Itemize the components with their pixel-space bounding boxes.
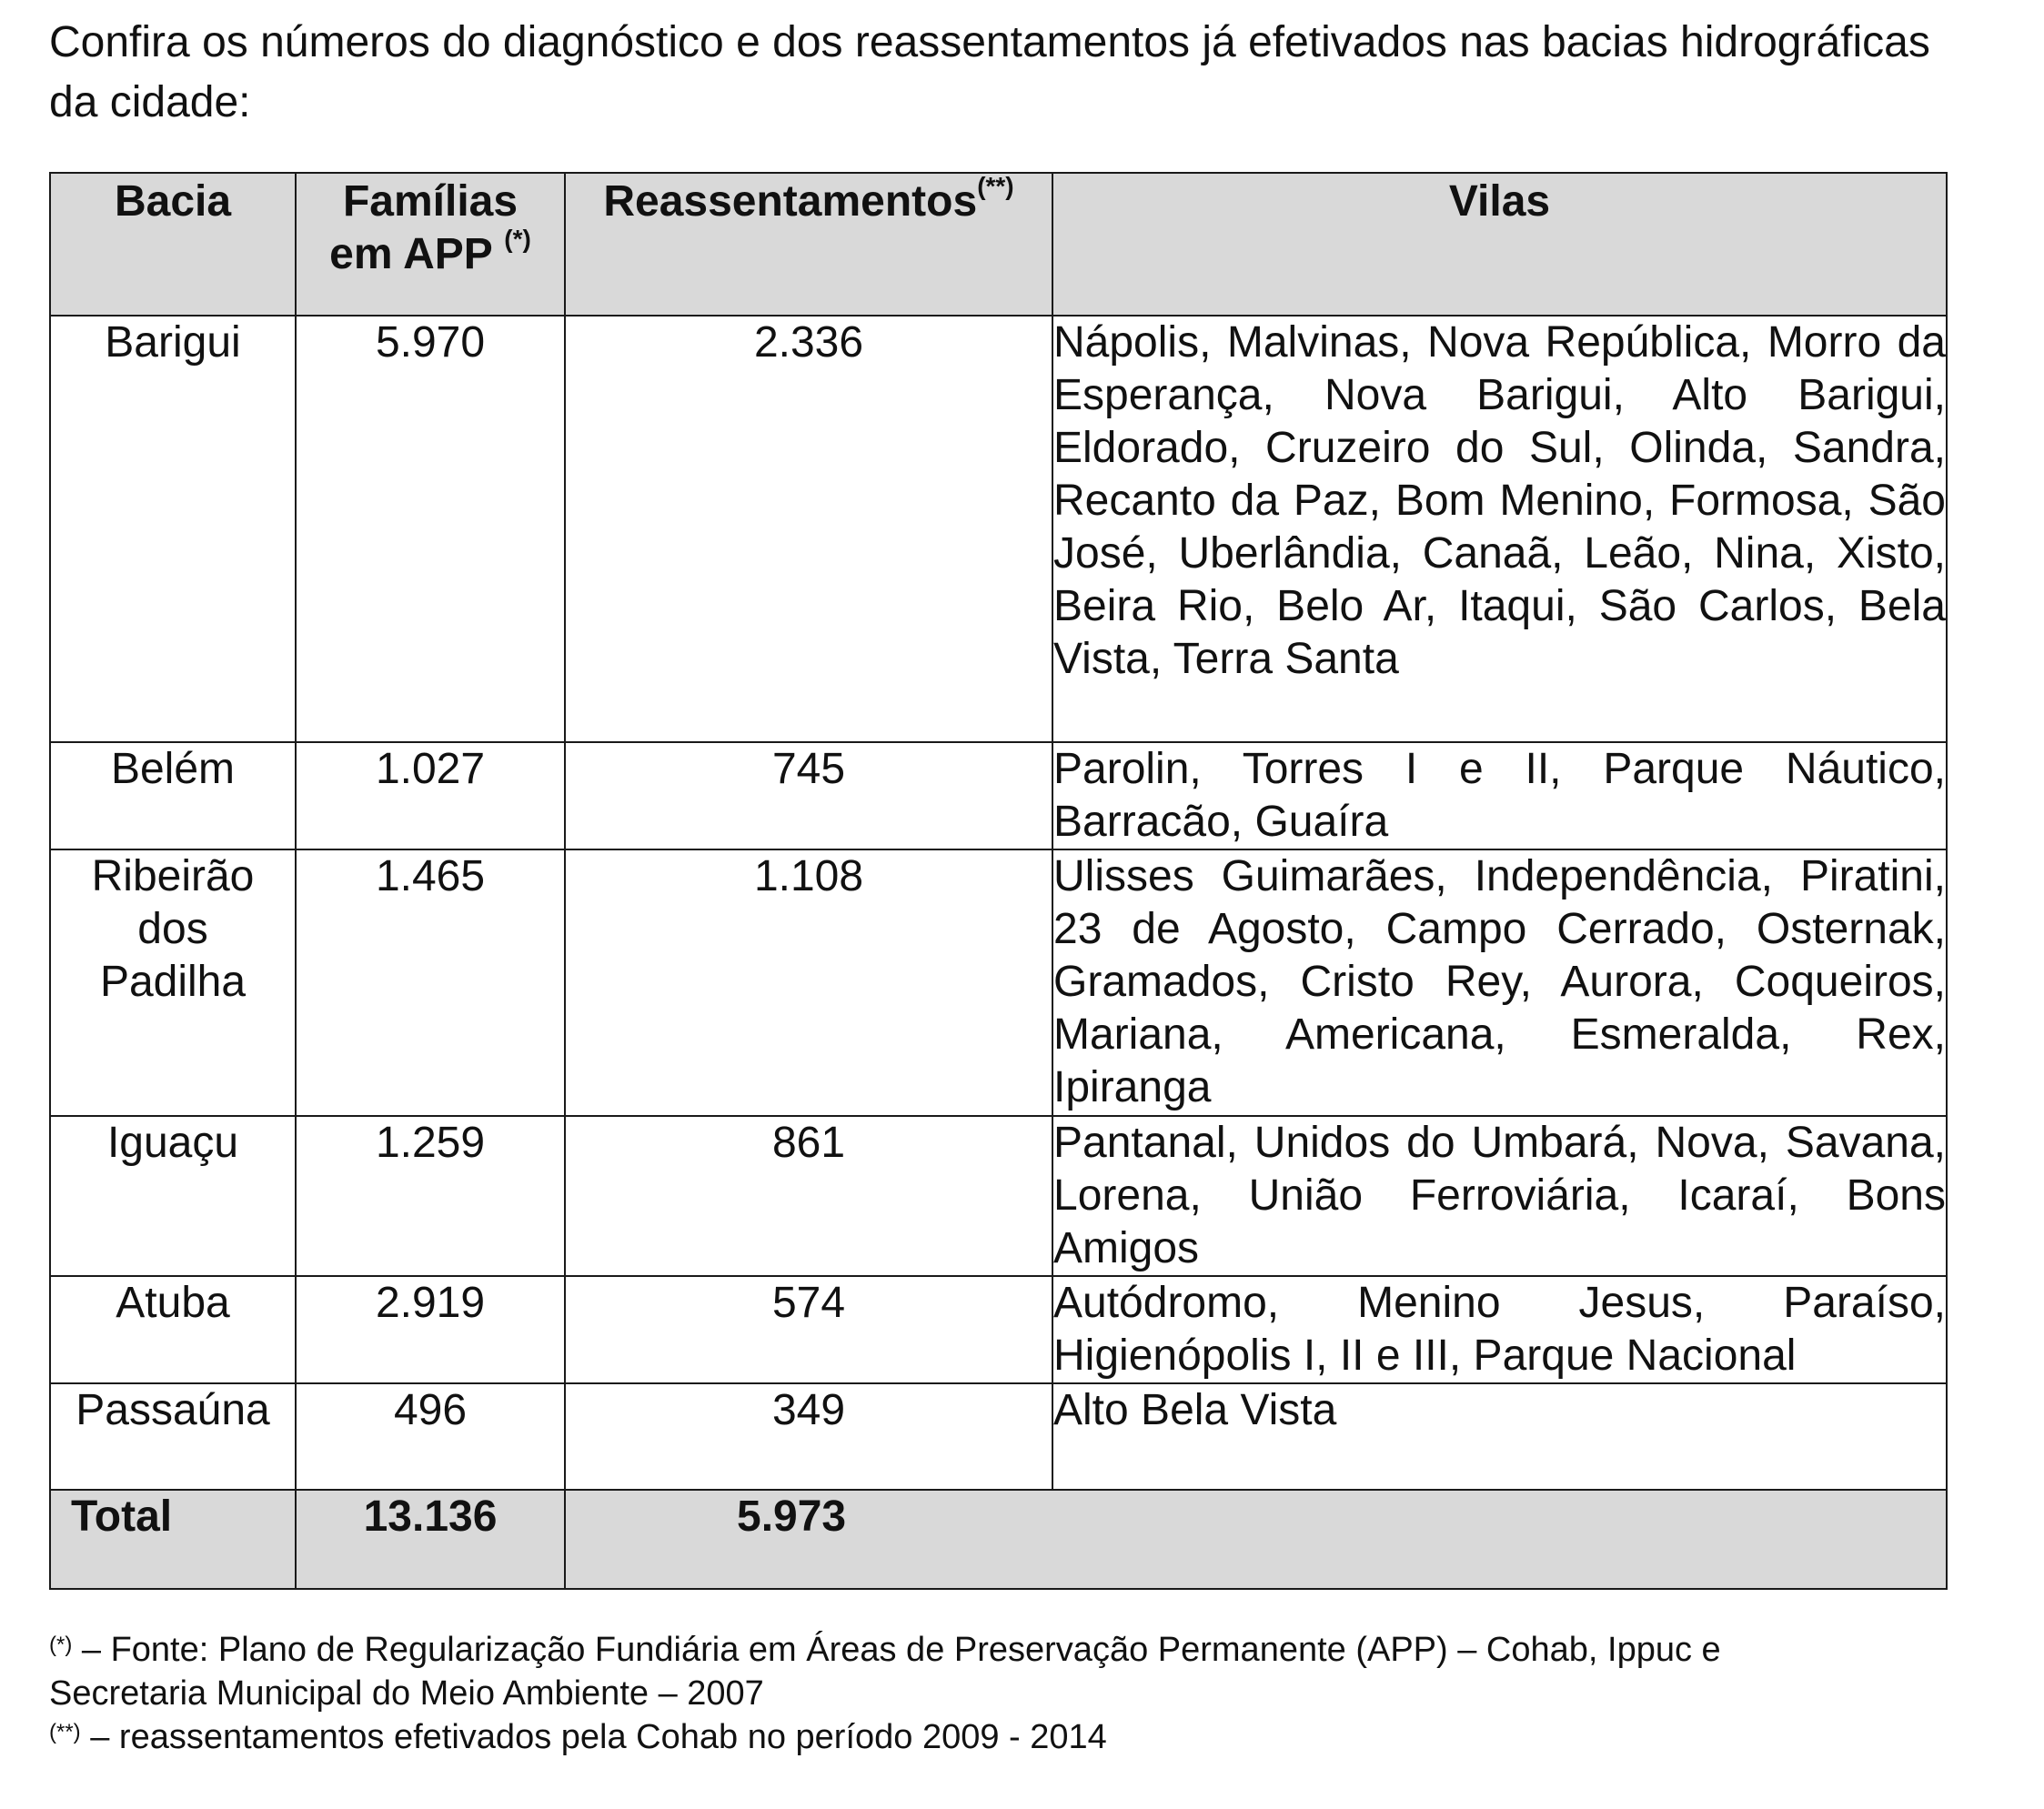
cell-bacia-line2: dos: [137, 905, 208, 953]
cell-bacia-line1: Ribeirão: [91, 852, 255, 900]
cell-familias: 5.970: [296, 316, 565, 742]
cell-vilas: Autódromo, Menino Jesus, Paraíso, Higienópolis I, II e III, Parque Nacional: [1052, 1276, 1947, 1383]
header-bacia-label: Bacia: [114, 177, 232, 226]
cell-reassentamentos: 861: [565, 1116, 1052, 1276]
cell-vilas: Pantanal, Unidos do Umbará, Nova, Savana, Lorena, União Ferroviária, Icaraí, Bons Amigos: [1052, 1116, 1947, 1276]
footnote-mark-familias: (*): [504, 225, 531, 253]
bacias-table: [49, 172, 1948, 1590]
table-row: [50, 1116, 1947, 1276]
header-familias-line1: Famílias: [342, 177, 519, 226]
cell-familias: 496: [296, 1383, 565, 1490]
header-vilas-label: Vilas: [1448, 177, 1551, 226]
cell-bacia: Belém: [50, 742, 296, 849]
header-familias-line2: em APP: [329, 230, 492, 278]
intro-text: Confira os números do diagnóstico e dos reassentamentos já efetivados nas bacias hidrográficas da cidade:: [49, 18, 1930, 126]
cell-reassentamentos: 349: [565, 1383, 1052, 1490]
table-row: [50, 742, 1947, 849]
cell-familias: 1.259: [296, 1116, 565, 1276]
footnote-1-mark: (*): [49, 1633, 73, 1657]
cell-familias: 1.027: [296, 742, 565, 849]
footnote-2-mark: (**): [49, 1720, 81, 1744]
total-reassentamentos: 5.973: [565, 1490, 1947, 1589]
cell-vilas: Nápolis, Malvinas, Nova República, Morro da Esperança, Nova Barigui, Alto Barigui, Eldorado, Cruzeiro do Sul, Olinda, Sandra, Recanto da Paz, Bom Menino, Formosa, São José, Uberlândia, Canaã, Leão, Nina, Xisto, Beira Rio, Belo Ar, Itaqui, São Carlos, Bela Vista, Terra Santa: [1052, 316, 1947, 742]
footnote-1-cont: Secretaria Municipal do Meio Ambiente – 2007: [49, 1674, 764, 1713]
header-bacia: [50, 173, 296, 316]
total-label: Total: [50, 1490, 296, 1589]
table-row: [50, 316, 1947, 742]
footnote-mark-reassentamentos: (**): [977, 172, 1014, 200]
cell-bacia-line3: Padilha: [99, 958, 247, 1006]
cell-vilas: Alto Bela Vista: [1052, 1383, 1947, 1490]
cell-bacia: Passaúna: [50, 1383, 296, 1490]
footnotes: [49, 1628, 2005, 1759]
cell-familias: 1.465: [296, 849, 565, 1116]
header-vilas: [1052, 173, 1947, 316]
cell-bacia: [50, 849, 296, 1116]
cell-familias: 2.919: [296, 1276, 565, 1383]
total-familias: 13.136: [296, 1490, 565, 1589]
table-row: [50, 1276, 1947, 1383]
cell-bacia: Barigui: [50, 316, 296, 742]
total-row: [50, 1490, 1947, 1589]
footnote-2: [49, 1715, 2005, 1759]
cell-reassentamentos: 745: [565, 742, 1052, 849]
footnote-1-line1: – Fonte: Plano de Regularização Fundiária em Áreas de Preservação Permanente (APP) – Cohab, Ippuc e: [72, 1631, 1721, 1669]
cell-bacia: Iguaçu: [50, 1116, 296, 1276]
cell-reassentamentos: 574: [565, 1276, 1052, 1383]
cell-vilas: Ulisses Guimarães, Independência, Piratini, 23 de Agosto, Campo Cerrado, Osternak, Gramados, Cristo Rey, Aurora, Coqueiros, Mariana, Americana, Esmeralda, Rex, Ipiranga: [1052, 849, 1947, 1116]
footnote-2-text: – reassentamentos efetivados pela Cohab no período 2009 - 2014: [80, 1718, 1107, 1756]
header-familias: [296, 173, 565, 316]
cell-reassentamentos: 1.108: [565, 849, 1052, 1116]
table-row: [50, 1383, 1947, 1490]
header-reassentamentos-label: Reassentamentos: [603, 177, 978, 226]
cell-reassentamentos: 2.336: [565, 316, 1052, 742]
table-row: [50, 849, 1947, 1116]
table-header-row: [50, 173, 1947, 316]
cell-vilas: Parolin, Torres I e II, Parque Náutico, Barracão, Guaíra: [1052, 742, 1947, 849]
header-reassentamentos: [565, 173, 1052, 316]
cell-bacia: Atuba: [50, 1276, 296, 1383]
footnote-1: [49, 1628, 2005, 1672]
